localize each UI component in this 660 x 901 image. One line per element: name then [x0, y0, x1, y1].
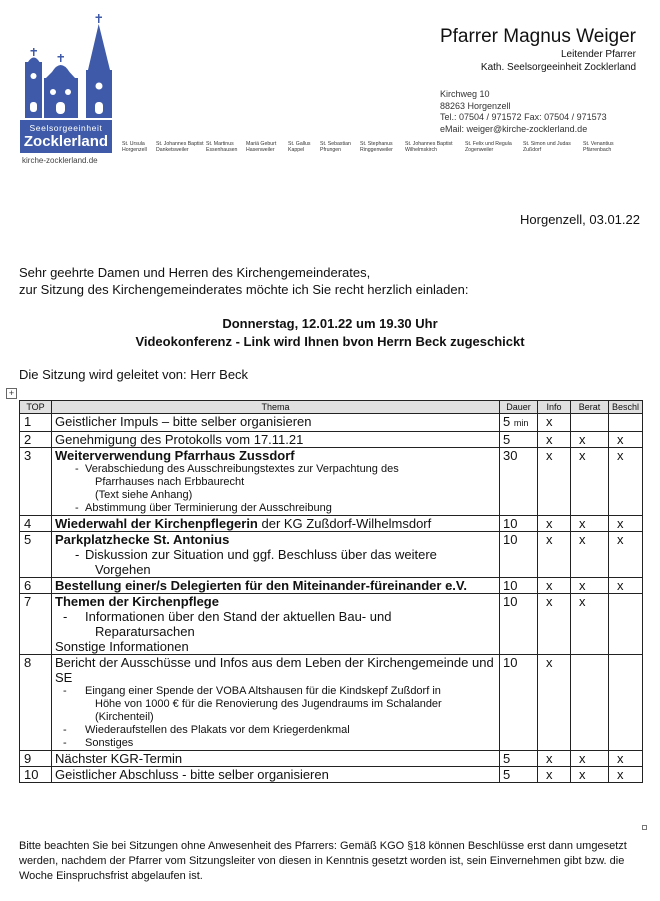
- logo-line2: Zocklerland: [23, 133, 109, 150]
- parish-item: St. Johannes Baptist Wilhelmskirch: [405, 141, 453, 154]
- meeting-info: [0, 315, 660, 351]
- letter-greeting: [19, 264, 468, 298]
- greeting-line: Sehr geehrte Damen und Herren des Kirchengemeinderates,: [19, 265, 371, 280]
- parish-item: St. Sebastian Pfrungen: [320, 141, 351, 154]
- table-row: 6 Bestellung einer/s Delegierten für den Miteinander-füreinander e.V. 10 x x x: [20, 578, 643, 594]
- col-header-top: TOP: [20, 401, 52, 414]
- parish-item: St. Ursula Horgenzell: [122, 141, 147, 154]
- table-row: 7 Themen der Kirchenpflege - Informationen über den Stand der aktuellen Bau- und Reparatursachen Sonstige Informationen 10 x x: [20, 594, 643, 655]
- meeting-mode: Videokonferenz - Link wird Ihnen bvon Herrn Beck zugeschickt: [135, 334, 525, 349]
- address-street: Kirchweg 10: [440, 89, 490, 99]
- churches-icon: [18, 12, 114, 120]
- footer-note: Bitte beachten Sie bei Sitzungen ohne Anwesenheit des Pfarrers: Gemäß KGO §18 können Beschlüsse erst dann umgesetzt werden, nachdem der Pfarrer vom Sitzungsleiter von diesen in Kenntnis gesetzt worden ist, sein Einvernehmen gibt bzw. die Woche Einspruchsfrist abgelaufen ist.: [19, 840, 627, 882]
- address-email[interactable]: eMail: weiger@kirche-zocklerland.de: [440, 123, 588, 134]
- table-row: 3 Weiterverwendung Pfarrhaus Zussdorf - Verabschiedung des Ausschreibungstextes zur Verpachtung des Pfarrhauses nach Erbbaurecht (Text siehe Anhang) - Abstimmung über Terminierung der Ausschreibung 30 x x x: [20, 448, 643, 516]
- table-row: 5 Parkplatzhecke St. Antonius - Diskussion zur Situation und ggf. Beschluss über das weitere Vorgehen 10 x x x: [20, 532, 643, 578]
- parish-item: St. Martinus Essenhausen: [206, 141, 238, 154]
- table-row: 1 Geistlicher Impuls – bitte selber organisieren 5 min x: [20, 414, 643, 432]
- parish-item: St. Stephanus Ringgenweiler: [360, 141, 393, 154]
- logo-banner: [20, 120, 112, 153]
- sender-name: Pfarrer Magnus Weiger: [439, 26, 636, 47]
- sender-unit: Kath. Seelsorgeeinheit Zocklerland: [480, 62, 636, 73]
- col-header-beschl: Beschl: [609, 401, 643, 414]
- meeting-date: Donnerstag, 12.01.22 um 19.30 Uhr: [222, 316, 438, 331]
- meeting-chair: Die Sitzung wird geleitet von: Herr Beck: [19, 367, 249, 382]
- parish-item: St. Gallus Kappel: [288, 141, 311, 154]
- logo-url[interactable]: kirche-zocklerland.de: [22, 156, 98, 165]
- table-row: 4 Wiederwahl der Kirchenpflegerin der KG Zußdorf-Wilhelmsdorf 10 x x x: [20, 516, 643, 532]
- intro-line: zur Sitzung des Kirchengemeinderates möchte ich Sie recht herzlich einladen:: [19, 282, 469, 297]
- address-city: 88263 Horgenzell: [440, 100, 511, 111]
- address-phone: Tel.: 07504 / 971572 Fax: 07504 / 971573: [440, 112, 607, 122]
- table-row: 8 Bericht der Ausschüsse und Infos aus dem Leben der Kirchengemeinde und SE - Eingang einer Spende der VOBA Altshausen für die Kindskepf Zußdorf in Höhe von 1000 € für die Renovierung des Jugendraums im Schalander (Kirchenteil) - Wiederaufstellen des Plakats vor dem Kriegerdenkmal - Sonstiges 10 x: [20, 655, 643, 751]
- col-header-info: Info: [538, 401, 571, 414]
- parish-item: St. Felix und Regula Zogenweiler: [465, 141, 512, 154]
- agenda-table: [19, 400, 643, 783]
- parish-item: St. Johannes Baptist Danketsweiler: [156, 141, 204, 154]
- parish-item: St. Simon und Judas Zußdorf: [523, 141, 571, 154]
- table-move-handle-icon[interactable]: +: [6, 388, 17, 399]
- sender-block: [376, 26, 636, 74]
- parish-item: Mariä Geburt Hasenweiler: [246, 141, 277, 154]
- col-header-dauer: Dauer: [500, 401, 538, 414]
- parish-item: St. Venantius Pfärrenbach: [583, 141, 614, 154]
- sender-address: [440, 89, 607, 135]
- table-header-row: [20, 401, 643, 414]
- col-header-thema: Thema: [52, 401, 500, 414]
- letter-date: Horgenzell, 03.01.22: [520, 212, 640, 227]
- church-logo: [18, 12, 114, 165]
- sender-role: Leitender Pfarrer: [560, 49, 636, 60]
- table-resize-handle-icon[interactable]: [642, 825, 647, 830]
- table-row: 9 Nächster KGR-Termin 5 x x x: [20, 751, 643, 767]
- parish-list: [122, 141, 642, 154]
- table-row: 10 Geistlicher Abschluss - bitte selber organisieren 5 x x x: [20, 767, 643, 783]
- table-row: 2 Genehmigung des Protokolls vom 17.11.21 5 x x x: [20, 432, 643, 448]
- logo-line1: Seelsorgeeinheit: [29, 123, 103, 133]
- col-header-berat: Berat: [571, 401, 609, 414]
